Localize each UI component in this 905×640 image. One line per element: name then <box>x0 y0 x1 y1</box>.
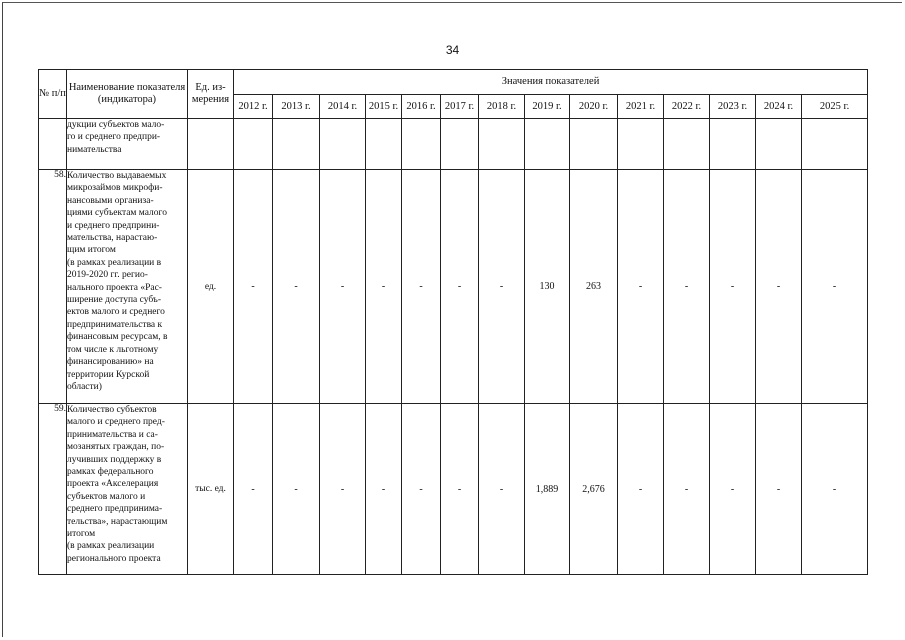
value-cell <box>402 119 441 170</box>
indicator-unit: ед. <box>188 170 234 404</box>
value-cell: - <box>402 170 441 404</box>
value-cell <box>802 119 868 170</box>
header-year: 2019 г. <box>525 95 570 119</box>
value-cell: - <box>366 404 402 575</box>
table-row <box>39 404 868 575</box>
header-num: № п/п <box>39 70 67 119</box>
value-cell: - <box>366 170 402 404</box>
value-cell <box>441 119 479 170</box>
value-cell <box>570 119 618 170</box>
value-cell <box>756 119 802 170</box>
header-name: Наименование показателя (индикатора) <box>67 70 188 119</box>
header-year: 2022 г. <box>664 95 710 119</box>
value-cell: - <box>320 170 366 404</box>
value-cell: - <box>273 404 320 575</box>
header-unit: Ед. из-мерения <box>188 70 234 119</box>
value-cell: - <box>802 404 868 575</box>
value-cell <box>234 119 273 170</box>
header-year: 2014 г. <box>320 95 366 119</box>
value-cell <box>525 119 570 170</box>
value-cell: - <box>479 404 525 575</box>
value-cell: - <box>320 404 366 575</box>
value-cell: - <box>441 404 479 575</box>
header-row-group <box>39 70 868 95</box>
value-cell: - <box>802 170 868 404</box>
header-year: 2018 г. <box>479 95 525 119</box>
page-number: 34 <box>445 43 460 57</box>
header-year: 2020 г. <box>570 95 618 119</box>
header-year: 2024 г. <box>756 95 802 119</box>
header-year: 2015 г. <box>366 95 402 119</box>
indicator-name: Количество субъектов малого и среднего пред- принимательства и са- мозанятых граждан, по- лучивших поддержку в рамках федерального проекта «Акселерация субъектов малого и среднего предпринима- тельства», нарастающим итогом (в рамках реализации регионального проекта <box>67 404 188 575</box>
value-cell: - <box>234 404 273 575</box>
value-cell <box>366 119 402 170</box>
indicator-name: дукции субъектов мало- го и среднего предпри- нимательства <box>67 119 188 170</box>
header-year: 2012 г. <box>234 95 273 119</box>
value-cell: - <box>618 404 664 575</box>
value-cell: 2,676 <box>570 404 618 575</box>
header-year: 2016 г. <box>402 95 441 119</box>
header-year: 2017 г. <box>441 95 479 119</box>
value-cell: 263 <box>570 170 618 404</box>
value-cell: - <box>234 170 273 404</box>
value-cell <box>618 119 664 170</box>
value-cell <box>479 119 525 170</box>
table-row <box>39 119 868 170</box>
value-cell: - <box>756 170 802 404</box>
value-cell: - <box>710 404 756 575</box>
value-cell: - <box>402 404 441 575</box>
value-cell: - <box>618 170 664 404</box>
value-cell: 1,889 <box>525 404 570 575</box>
value-cell <box>273 119 320 170</box>
value-cell: - <box>273 170 320 404</box>
value-cell <box>710 119 756 170</box>
header-year: 2023 г. <box>710 95 756 119</box>
indicators-table <box>38 69 868 575</box>
header-year: 2021 г. <box>618 95 664 119</box>
row-number: 59. <box>39 404 67 575</box>
value-cell: - <box>441 170 479 404</box>
table-row <box>39 170 868 404</box>
indicator-unit <box>188 119 234 170</box>
value-cell: - <box>756 404 802 575</box>
header-year: 2013 г. <box>273 95 320 119</box>
header-values-group: Значения показателей <box>234 70 868 95</box>
value-cell: 130 <box>525 170 570 404</box>
value-cell: - <box>479 170 525 404</box>
value-cell <box>664 119 710 170</box>
row-number <box>39 119 67 170</box>
header-year: 2025 г. <box>802 95 868 119</box>
indicator-name: Количество выдаваемых микрозаймов микрофи- нансовыми организа- циями субъектам малого и среднего предприни- мательства, нарастаю- щим итогом (в рамках реализации в 2019-2020 гг. регио- нального проекта «Рас- ширение доступа субъ- ектов малого и среднего предпринимательства к финансовым ресурсам, в том числе к льготному финансированию» на территории Курской области) <box>67 170 188 404</box>
value-cell: - <box>664 404 710 575</box>
value-cell <box>320 119 366 170</box>
value-cell: - <box>710 170 756 404</box>
row-number: 58. <box>39 170 67 404</box>
value-cell: - <box>664 170 710 404</box>
indicator-unit: тыс. ед. <box>188 404 234 575</box>
